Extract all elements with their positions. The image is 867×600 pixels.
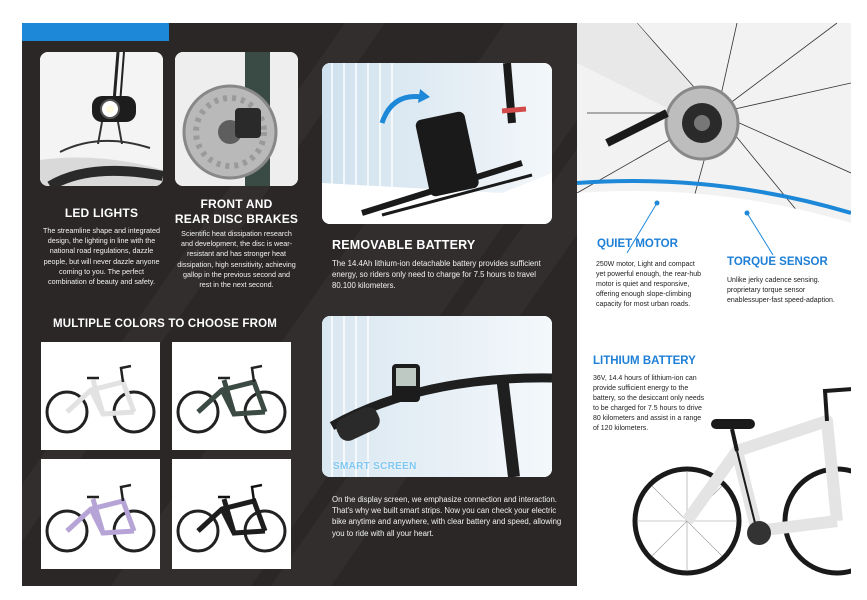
quiet-motor-text: 250W motor, Light and compact yet powerful enough, the rear-hub motor is quiet and responsive, offering enough slope-climbing capacity for most urban roads. (596, 261, 702, 308)
bike-lavender-image (41, 459, 160, 569)
brakes-title-line1: FRONT AND (200, 197, 273, 211)
led-light-photo (40, 52, 163, 186)
smart-screen-photo (322, 316, 552, 477)
color-option-lavender (41, 459, 160, 569)
color-option-black (172, 459, 291, 569)
bike-green-image (172, 342, 291, 450)
colors-title: MULTIPLE COLORS TO CHOOSE FROM (52, 318, 278, 330)
lithium-battery-title: LITHIUM BATTERY (593, 355, 696, 367)
removable-battery-text: The 14.4Ah lithium-ion detachable battery provides sufficient energy, so riders only need to charge for 7.5 hours to travel 80.100 kilometers. (332, 259, 541, 291)
disc-brake-photo (175, 52, 298, 186)
led-lights-title: LED LIGHTS (64, 206, 139, 220)
removable-battery-title: REMOVABLE BATTERY (332, 238, 476, 252)
torque-sensor-title: TORQUE SENSOR (727, 256, 828, 268)
brakes-title-line2: REAR DISC BRAKES (174, 212, 299, 226)
led-lights-text: The streamline shape and integrated design, the lighting in line with the national road regulations, dazzle people, but will never dazzle anyone coming to you. The perfect combination of beauty and safety. (42, 226, 161, 287)
bike-white-image (41, 342, 160, 450)
bike-black-image (172, 459, 291, 569)
smart-screen-text: On the display screen, we emphasize connection and interaction. That's why we built smart strips. Now you can check your electric bike anytime and anywhere, with clear battery and speed, allowing you to ride with all your heart. (332, 495, 562, 538)
color-option-dark-green (172, 342, 291, 450)
torque-sensor-text: Unlike jerky cadence sensing. proprietary torque sensor enablessuper-fast speed-adaption. (727, 277, 835, 304)
color-option-white (41, 342, 160, 450)
lithium-battery-text: 36V, 14.4 hours of lithium-ion can provide sufficient energy to the battery, so the desiccant only needs to be charged for 7.5 hours to drive 80 kilometers and assist in a range of 120 kilometers. (593, 375, 705, 432)
smart-screen-label: SMART SCREEN (333, 461, 417, 472)
removable-battery-photo (322, 63, 552, 224)
brakes-text: Scientific heat dissipation research and development, the disc is wear-resistant and has stronger heat dissipation, high sensitivity, achieving gallop in the previous second and rest in the next second. (177, 229, 296, 290)
quiet-motor-title: QUIET MOTOR (597, 238, 678, 250)
top-left-accent (22, 23, 232, 41)
